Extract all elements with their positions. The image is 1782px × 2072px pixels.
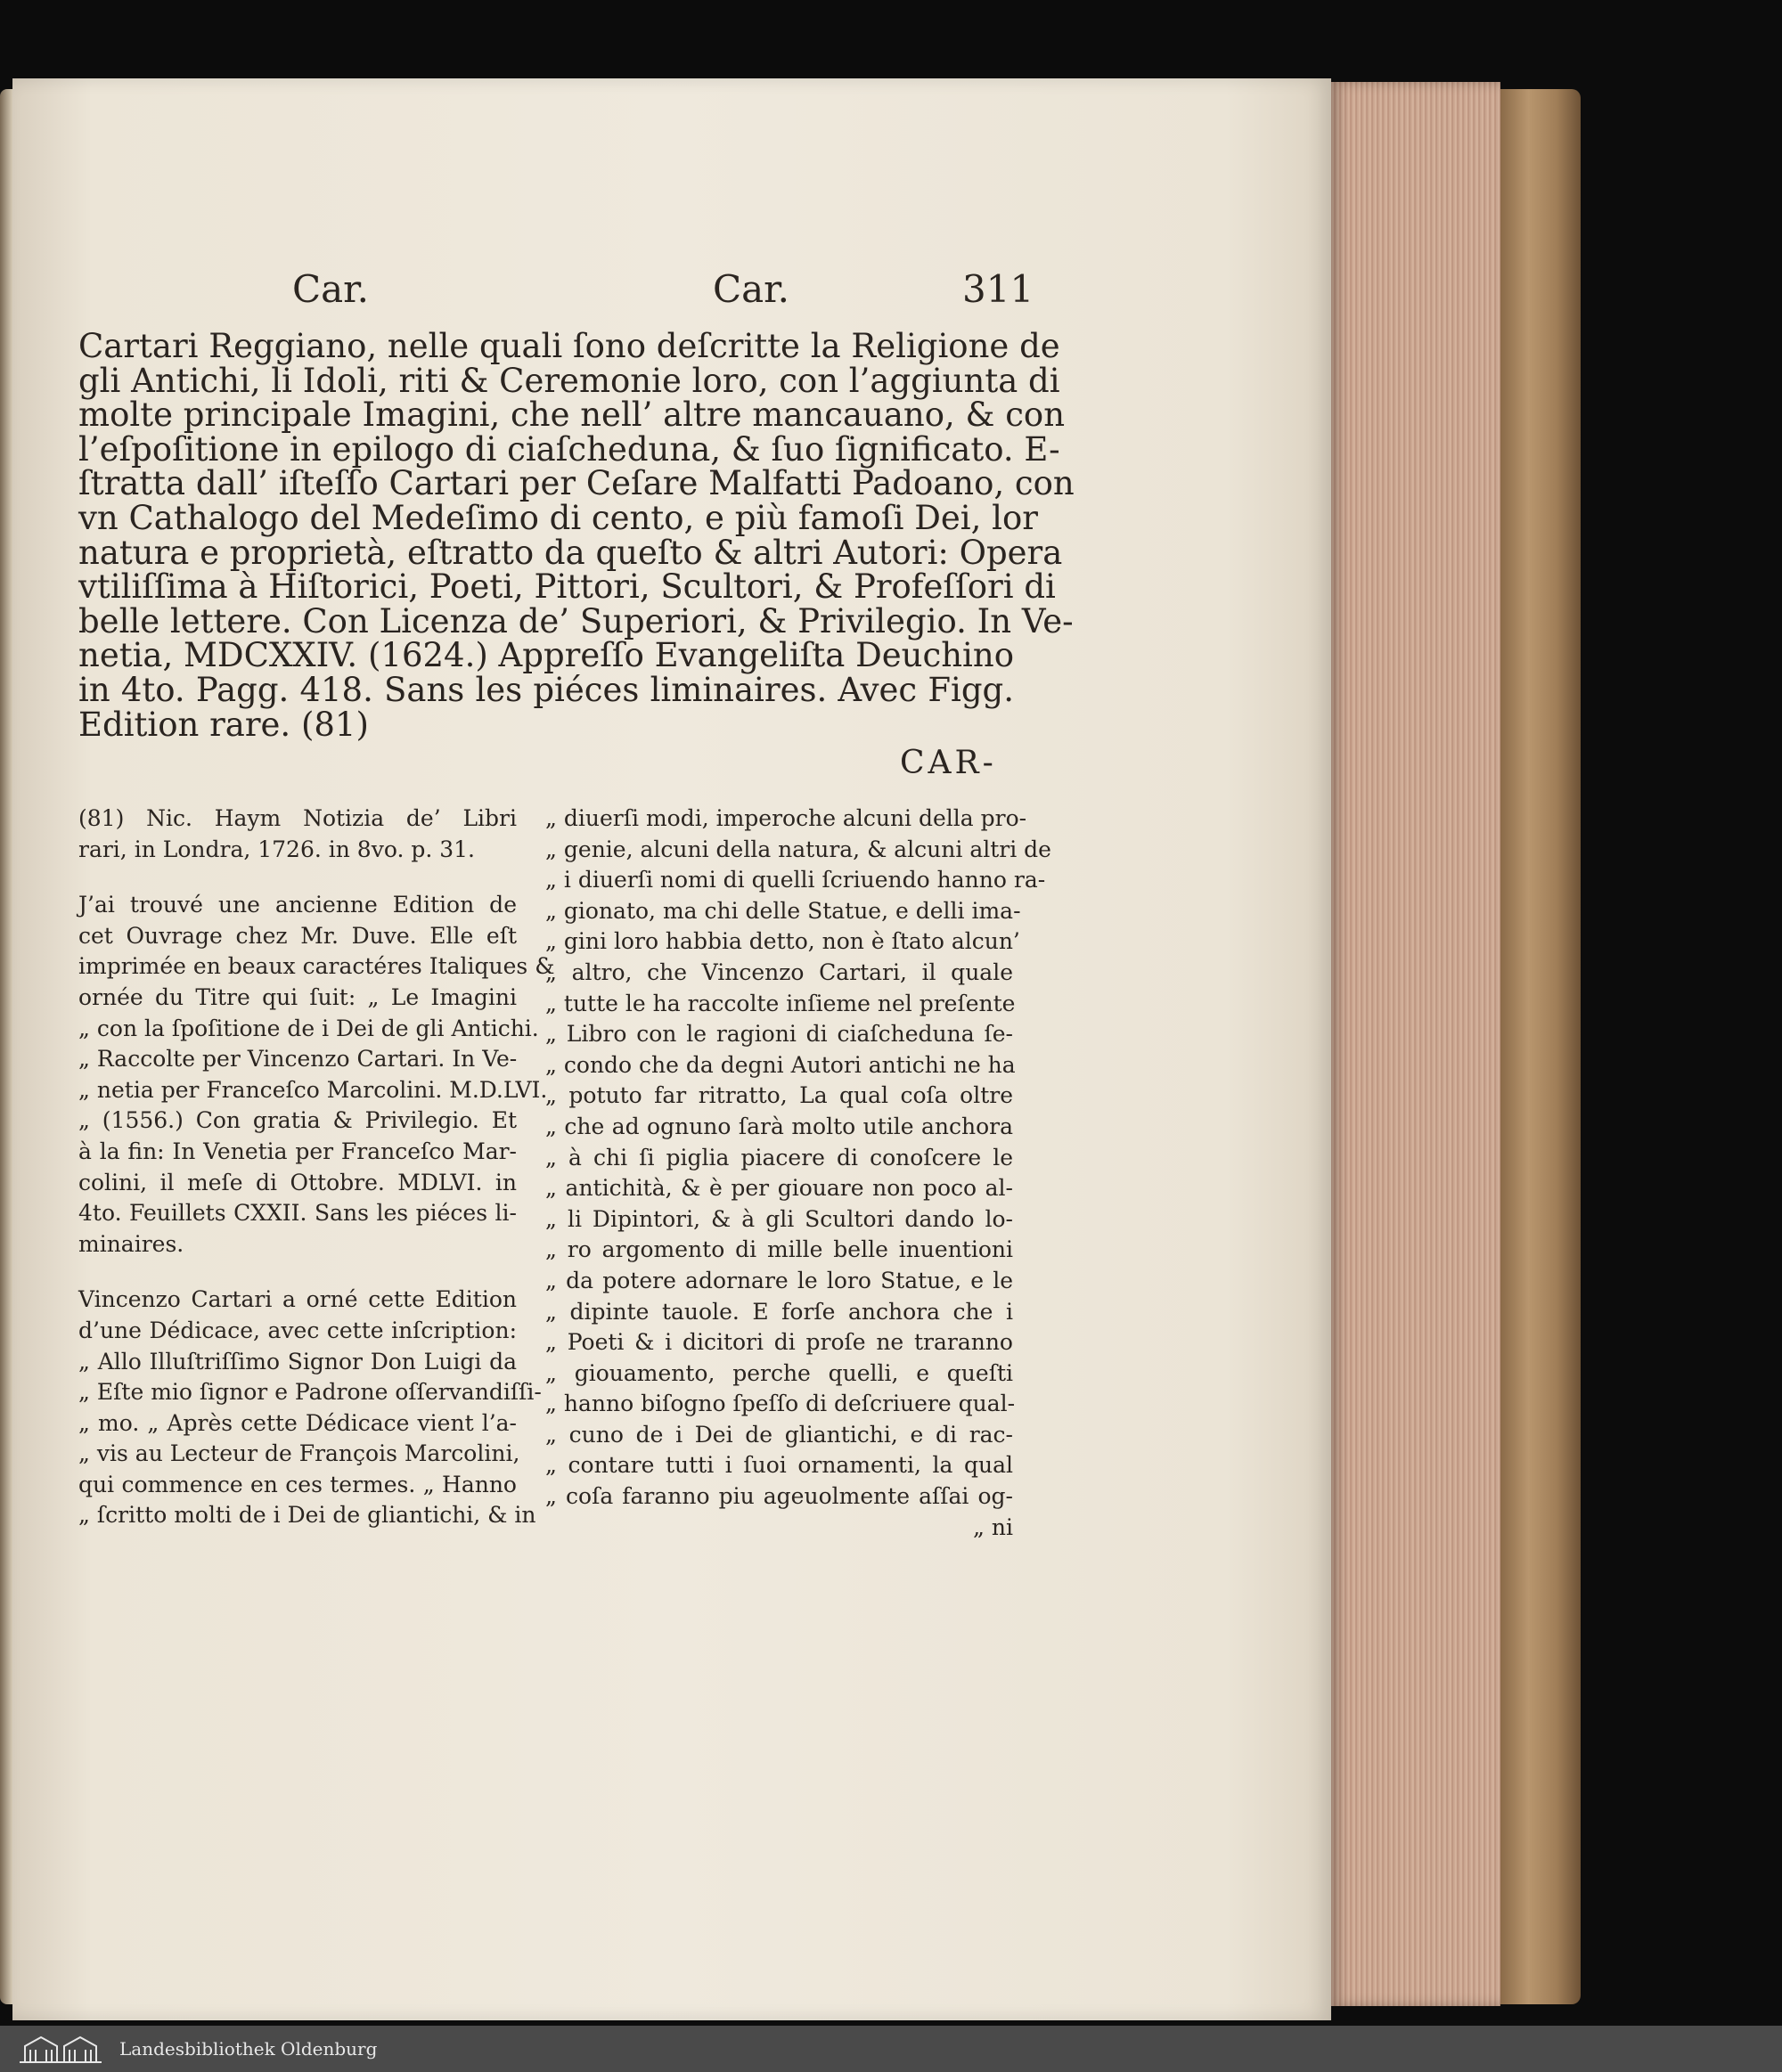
footnote-column-left (78, 804, 555, 1531)
text-line: „ ſcritto molti de i Dei de gliantichi, & in (78, 1502, 536, 1529)
running-head-right: Car. (713, 267, 789, 311)
footer-bar (0, 2026, 1782, 2072)
text-line: cet Ouvrage chez Mr. Duve. Elle eſt (78, 922, 517, 949)
text-line: „ dipinte tauole. E forſe anchora che i (545, 1298, 1013, 1325)
text-line: colini, il meſe di Ottobre. MDLVI. in (78, 1169, 517, 1195)
text-line: minaires. (78, 1230, 184, 1257)
book-cover-edge (1500, 89, 1581, 2004)
main-entry-text (78, 327, 1075, 744)
text-line: „ gini loro habbia detto, non è ſtato alcun’ (545, 928, 1020, 955)
text-line: ornée du Titre qui ſuit: „ Le Imagini (78, 983, 517, 1010)
text-line: „ Allo Illuſtriſſimo Signor Don Luigi da (78, 1348, 517, 1375)
text-line: „ i diuerſi nomi di quelli ſcriuendo hanno ra- (545, 867, 1046, 893)
text-line: l’eſpoſitione in epilogo di ciaſcheduna, & ſuo ſignificato. E- (78, 429, 1060, 469)
text-line: vtiliſſima à Hiſtorici, Poeti, Pittori, Scultori, & Profeſſori di (78, 567, 1056, 607)
catchword-main: CAR- (900, 745, 997, 781)
text-line: „ tutte le ha raccolte inſieme nel preſente (545, 990, 1016, 1016)
text-line: „ Libro con le ragioni di ciaſcheduna ſe- (545, 1021, 1013, 1048)
text-line: „ Raccolte per Vincenzo Cartari. In Ve- (78, 1046, 518, 1073)
text-line: „ da potere adornare le loro Statue, e le (545, 1267, 1013, 1293)
text-line: „ altro, che Vincenzo Cartari, il quale (545, 959, 1013, 985)
text-line: „ diuerſi modi, imperoche alcuni della pro- (545, 805, 1027, 831)
text-line: „ ro argomento di mille belle inuentioni (545, 1236, 1013, 1263)
text-line: Cartari Reggiano, nelle quali ſono deſcritte la Religione de (78, 327, 1060, 365)
text-line: „ coſa faranno piu ageuolmente aſſai og- (545, 1483, 1013, 1510)
text-line: „ gionato, ma chi delle Statue, e delli ima- (545, 897, 1021, 924)
text-line: à la fin: In Venetia per Franceſco Mar- (78, 1138, 517, 1164)
text-line: „ con la ſpoſitione de i Dei de gli Antichi. (78, 1015, 539, 1041)
text-line: „ contare tutti i ſuoi ornamenti, la qual (545, 1452, 1013, 1479)
text-line: „ genie, alcuni della natura, & alcuni altri de (545, 836, 1051, 862)
text-line: netia, MDCXXIV. (1624.) Appreſſo Evangeliſta Deuchino (78, 636, 1014, 675)
text-line: „ netia per Franceſco Marcolini. M.D.LVI. (78, 1076, 548, 1103)
footer-label: Landesbibliothek Oldenburg (119, 2038, 378, 2060)
text-line: natura e proprietà, eſtratto da queſto & altri Autori: Opera (78, 533, 1063, 572)
catchword-right: „ ni (973, 1513, 1013, 1540)
text-line: „ cuno de i Dei de gliantichi, e di rac- (545, 1421, 1013, 1448)
text-line: „ Poeti & i dicitori di proſe ne traranno (545, 1329, 1013, 1356)
text-line: Vincenzo Cartari a orné cette Edition (78, 1286, 517, 1313)
text-line: in 4to. Pagg. 418. Sans les piéces liminaires. Avec Figg. (78, 670, 1014, 709)
page-number: 311 (962, 267, 1034, 311)
text-line: „ (1556.) Con gratia & Privilegio. Et (78, 1107, 517, 1134)
library-building-logo-icon (16, 2032, 105, 2066)
text-line: „ li Dipintori, & à gli Scultori dando lo- (545, 1205, 1013, 1232)
text-line: „ mo. „ Après cette Dédicace vient l’a- (78, 1409, 517, 1436)
text-line: d’une Dédicace, avec cette inſcription: (78, 1317, 517, 1343)
footnote-column-right (545, 804, 1051, 1543)
text-line: belle lettere. Con Licenza de’ Superiori, & Privilegio. In Ve- (78, 601, 1074, 640)
text-line: Edition rare. (81) (78, 705, 369, 744)
text-line: „ condo che da degni Autori antichi ne ha (545, 1051, 1016, 1078)
text-line: „ giouamento, perche quelli, e queſti (545, 1359, 1013, 1386)
text-line: molte principale Imagini, che nell’ altre mancauano, & con (78, 396, 1066, 435)
text-line: „ hanno biſogno ſpeſſo di deſcriuere qual- (545, 1391, 1016, 1417)
text-line: 4to. Feuillets CXXII. Sans les piéces li- (78, 1200, 517, 1227)
text-line: rari, in Londra, 1726. in 8vo. p. 31. (78, 836, 475, 862)
text-line: „ Eſte mio ſignor e Padrone oſſervandiſſi- (78, 1379, 542, 1406)
text-line: (81) Nic. Haym Notizia de’ Libri (78, 805, 517, 831)
text-line: ſtratta dall’ iſteſſo Cartari per Ceſare Malfatti Padoano, con (78, 464, 1075, 503)
text-line: „ che ad ognuno ſarà molto utile anchora (545, 1113, 1013, 1139)
page-stack-edge (1331, 82, 1500, 2006)
running-head-left: Car. (292, 267, 369, 311)
text-line: J’ai trouvé une ancienne Edition de (78, 892, 517, 918)
text-line: gli Antichi, li Idoli, riti & Ceremonie loro, con l’aggiunta di (78, 361, 1060, 400)
text-line: imprimée en beaux caractéres Italiques & (78, 953, 555, 980)
text-line: qui commence en ces termes. „ Hanno (78, 1471, 517, 1497)
text-line: „ vis au Lecteur de François Marcolini, (78, 1440, 520, 1467)
text-line: vn Cathalogo del Medeſimo di cento, e più famoſi Dei, lor (78, 498, 1038, 537)
text-line: „ antichità, & è per giouare non poco al- (545, 1175, 1013, 1202)
text-line: „ à chi ſi piglia piacere di conoſcere le (545, 1144, 1013, 1171)
text-line: „ potuto far ritratto, La qual coſa oltre (545, 1082, 1013, 1109)
